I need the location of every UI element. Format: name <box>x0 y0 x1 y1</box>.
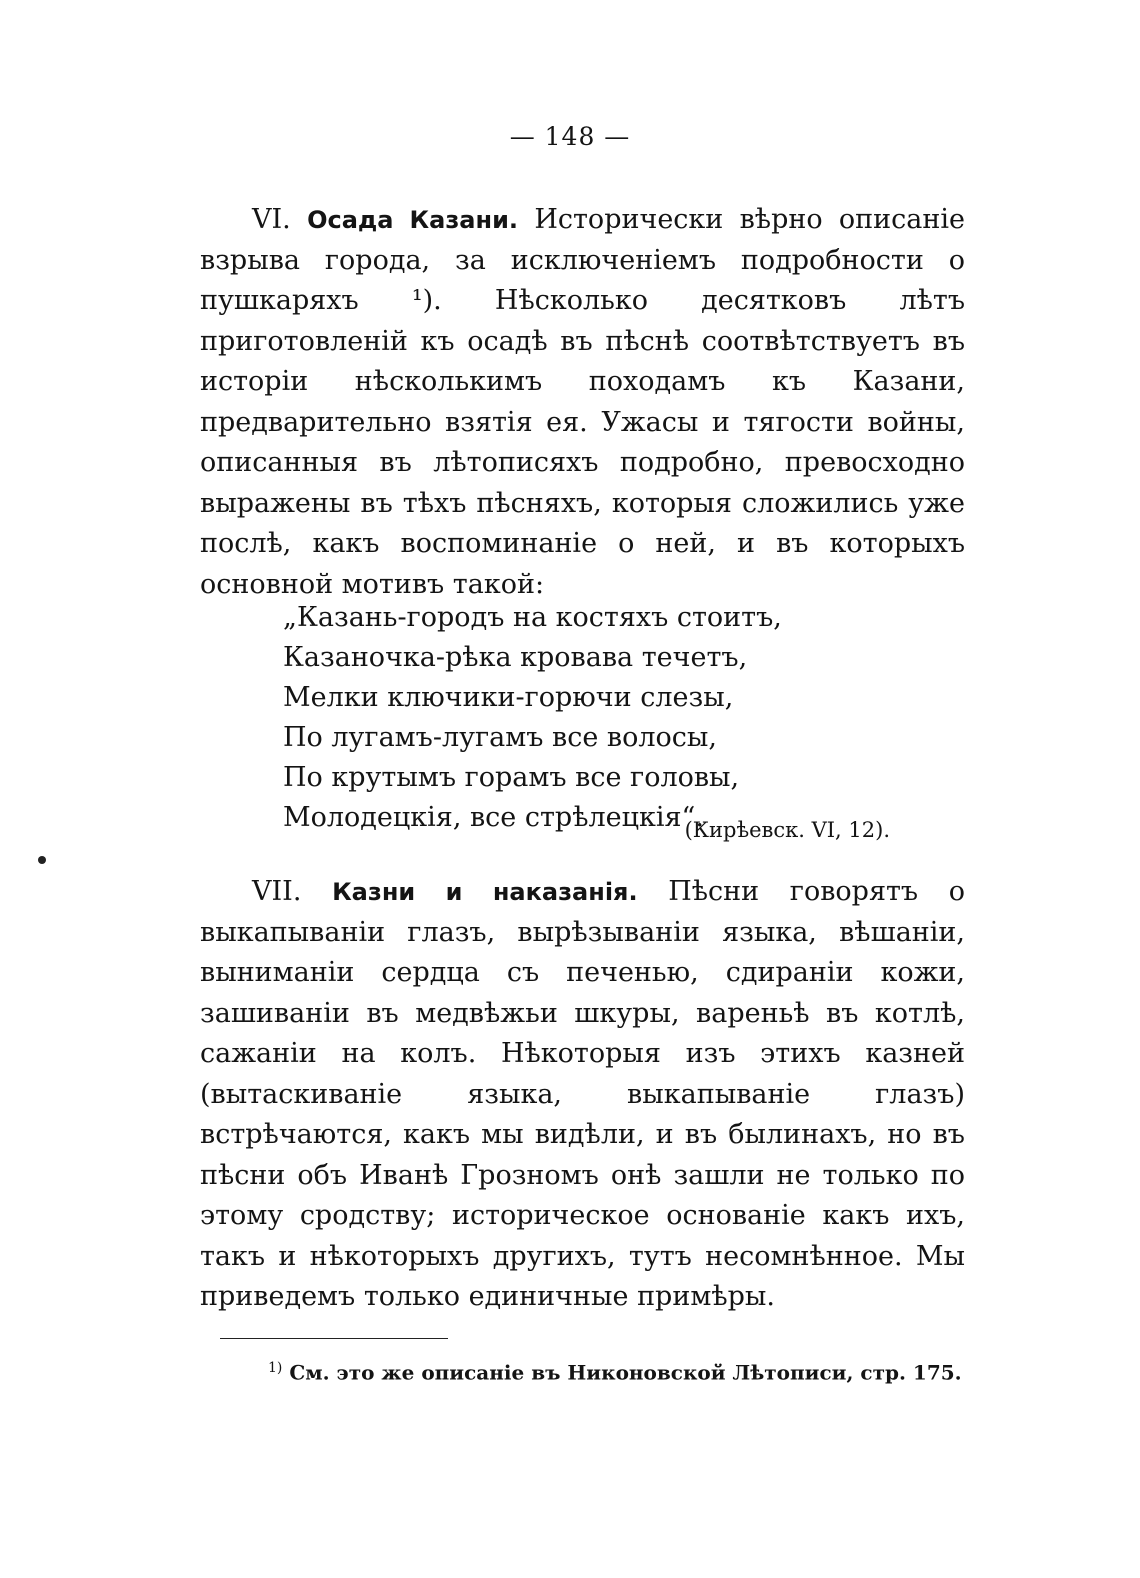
verse-line: „Казань-городъ на костяхъ стоитъ, <box>283 602 782 633</box>
section-title: Казни и наказанія. <box>332 878 638 906</box>
section-text: Пѣсни говорятъ о выкапываніи глазъ, вырѣзываніи языка, вѣшаніи, выниманіи сердца съ печенью, сдираніи кожи, зашиваніи въ медвѣжьи шкуры, вареньѣ въ котлѣ, сажаніи на колъ. Нѣкоторыя изъ этихъ казней (вытаскиваніе языка, выкапываніе глазъ) встрѣчаются, какъ мы видѣли, и въ былинахъ, но въ пѣсни объ Иванѣ Грозномъ онѣ зашли не только по этому сродству; историческое основаніе какъ ихъ, такъ и нѣкоторыхъ другихъ, тутъ несомнѣнное. Мы приведемъ только единичные примѣры. <box>200 876 965 1312</box>
section-title: Осада Казани. <box>307 206 519 234</box>
verse-line: Молодецкія, все стрѣлецкія“. <box>283 802 704 833</box>
verse-line: Мелки ключики-горючи слезы, <box>283 682 734 713</box>
section-paragraph <box>200 200 965 605</box>
verse-line: Казаночка-рѣка кровава течетъ, <box>283 642 748 673</box>
section-text: Исторически вѣрно описаніе взрыва города, за исключеніемъ подробности о пушкаряхъ ¹). Нѣсколько десятковъ лѣтъ приготовленій къ осадѣ въ пѣснѣ соотвѣтствуетъ въ исторіи нѣсколькимъ походамъ къ Казани, предварительно взятія ея. Ужасы и тягости войны, описанныя въ лѣтописяхъ подробно, превосходно выражены въ тѣхъ пѣсняхъ, которыя сложились уже послѣ, какъ воспоминаніе о ней, и въ которыхъ основной мотивъ такой: <box>200 204 965 600</box>
page-number: — 148 — <box>509 122 631 151</box>
footnote-text: См. это же описаніе въ Никоновской Лѣтописи, стр. 175. <box>289 1360 962 1385</box>
section-numeral: VI. <box>252 204 291 235</box>
section-vi <box>200 200 965 605</box>
verse-source: (Кирѣевск. VI, 12). <box>684 818 890 842</box>
ink-speck <box>38 856 46 864</box>
verse-quote <box>283 598 903 838</box>
section-paragraph <box>200 872 965 1318</box>
footnote <box>268 1360 988 1385</box>
verse-line: По лугамъ-лугамъ все волосы, <box>283 722 717 753</box>
section-numeral: VII. <box>252 876 302 907</box>
section-vii <box>200 872 965 1318</box>
footnote-divider <box>220 1338 448 1339</box>
footnote-marker: 1) <box>268 1360 283 1376</box>
verse-line: По крутымъ горамъ все головы, <box>283 762 740 793</box>
